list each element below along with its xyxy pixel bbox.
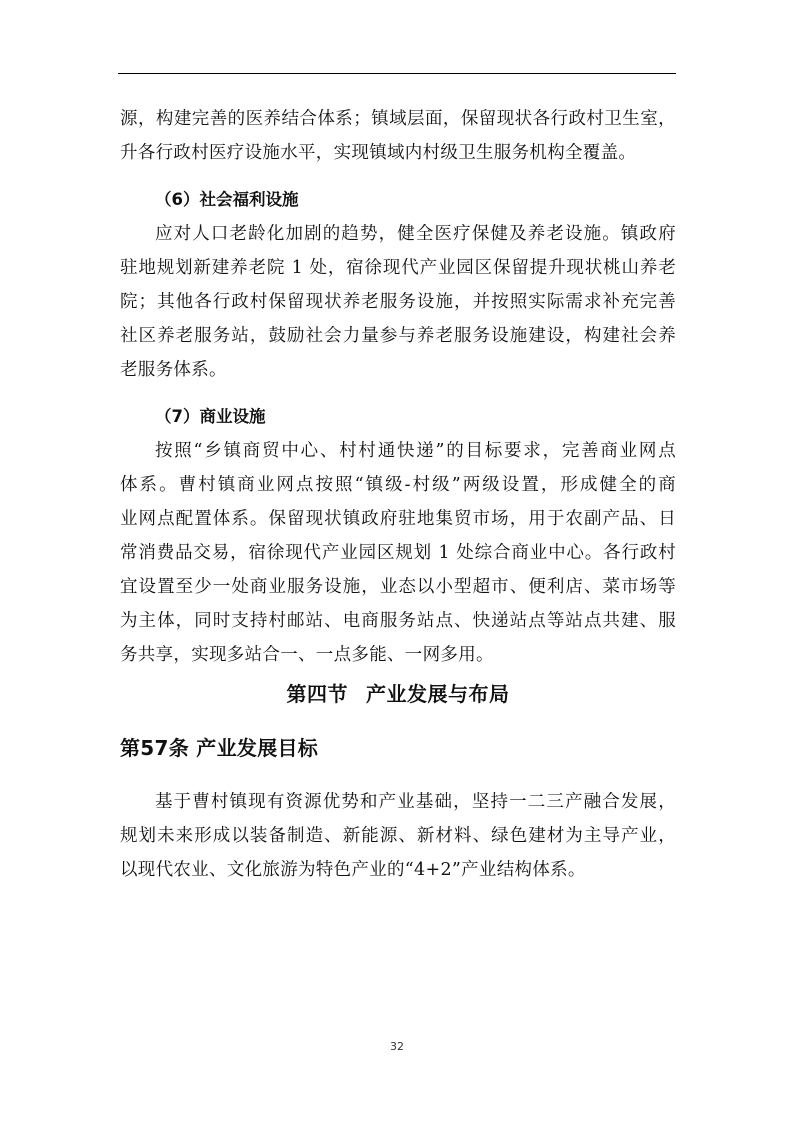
article-paragraph: [120, 785, 676, 887]
paragraph-line: 基于曹村镇现有资源优势和产业基础，坚持一二三产融合发展，: [155, 792, 676, 812]
page-number: 32: [390, 1040, 404, 1053]
section-heading: [120, 677, 676, 711]
paragraph-line: 源，构建完善的医养结合体系；镇域层面，保留现状各行政村卫生室，: [120, 109, 676, 129]
page-body: [120, 102, 676, 887]
header-rule: [118, 73, 676, 74]
paragraph-line: 院；其他各行政村保留现状养老服务设施，并按照实际需求补充完善: [120, 292, 676, 312]
paragraph-line: 以现代农业、文化旅游为特色产业的“4+2”产业结构体系。: [120, 860, 586, 880]
article-heading: 第57条 产业发展目标: [120, 736, 319, 760]
section-number: 第四节: [286, 682, 348, 706]
paragraph-line: 常消费品交易，宿徐现代产业园区规划 1 处综合商业中心。各行政村: [120, 543, 676, 563]
welfare-heading: （6）社会福利设施: [155, 190, 299, 209]
paragraph-line: 业网点配置体系。保留现状镇政府驻地集贸市场，用于农副产品、日: [120, 509, 676, 529]
paragraph-line: 驻地规划新建养老院 1 处，宿徐现代产业园区保留提升现状桃山养老: [120, 258, 676, 278]
paragraph-line: 宜设置至少一处商业服务设施，业态以小型超市、便利店、菜市场等: [120, 577, 676, 597]
paragraph-line: 升各行政村医疗设施水平，实现镇域内村级卫生服务机构全覆盖。: [120, 143, 637, 163]
section-title: 产业发展与布局: [366, 682, 510, 706]
intro-paragraph: [120, 102, 676, 170]
paragraph-line: 按照“乡镇商贸中心、村村通快递”的目标要求，完善商业网点: [155, 441, 676, 461]
paragraph-line: 体系。曹村镇商业网点按照“镇级-村级”两级设置，形成健全的商: [120, 475, 676, 495]
paragraph-line: 老服务体系。: [120, 360, 227, 380]
paragraph-line: 务共享，实现多站合一、一点多能、一网多用。: [120, 645, 494, 665]
commerce-heading: （7）商业设施: [155, 407, 266, 426]
paragraph-line: 规划未来形成以装备制造、新能源、新材料、绿色建材为主导产业，: [120, 826, 676, 846]
welfare-paragraph: [120, 217, 676, 387]
paragraph-line: 应对人口老龄化加剧的趋势，健全医疗保健及养老设施。镇政府: [155, 224, 676, 244]
paragraph-line: 为主体，同时支持村邮站、电商服务站点、快递站点等站点共建、服: [120, 611, 676, 631]
commerce-paragraph: [120, 434, 676, 672]
paragraph-line: 社区养老服务站，鼓励社会力量参与养老服务设施建设，构建社会养: [120, 326, 676, 346]
